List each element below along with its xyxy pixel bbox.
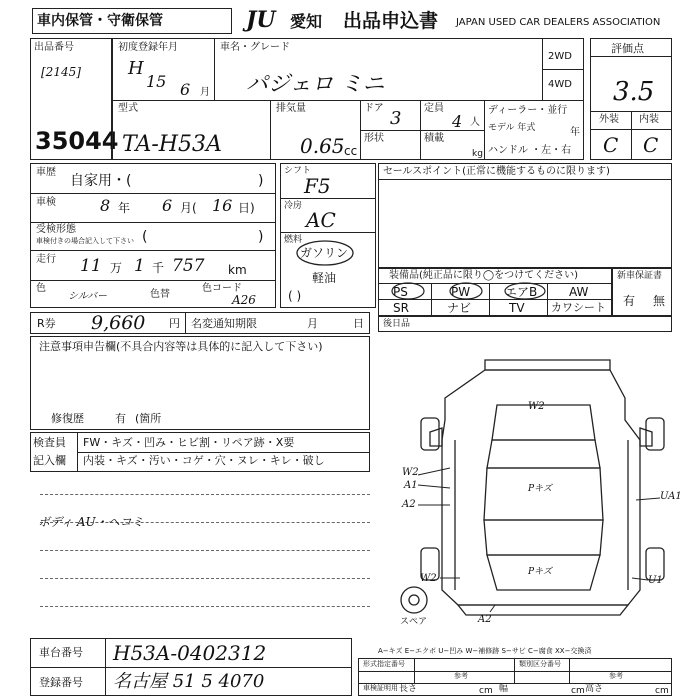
reception-label: 受検形態 <box>36 224 76 235</box>
handwritten-note: ボディ AU・ヘコミ <box>38 515 144 529</box>
shaken-year-unit: 年 <box>118 201 131 215</box>
repair-label: 修復歴 <box>51 412 84 425</box>
reception-sublabel: 車検付きの場合記入して下さい <box>36 237 134 245</box>
equip-pw: PW <box>451 285 471 299</box>
equip-aw: AW <box>569 285 589 299</box>
model-label: 型式 <box>118 103 138 114</box>
class-label: 類別区分番号 <box>519 660 561 668</box>
shift-label: シフト <box>284 166 312 176</box>
mark-u1-rear: U1 <box>648 575 663 586</box>
repair-place: (箇所 <box>135 412 162 425</box>
drive-2wd: 2WD <box>548 51 572 62</box>
mark-a2-rear: A2 <box>478 614 492 625</box>
interior-label: 内装 <box>639 114 659 125</box>
recycle-value: 9,660 <box>91 312 146 334</box>
ju-logo: JU <box>246 7 276 33</box>
inspector-label-2: 記入欄 <box>33 454 66 467</box>
recycle-unit: 円 <box>169 317 180 330</box>
spare-label: スペア <box>400 617 428 627</box>
equip-seat: カワシート <box>551 301 606 314</box>
model-year-unit: 年 <box>570 127 580 138</box>
interior-grade: C <box>643 133 659 157</box>
equip-sr: SR <box>393 301 409 315</box>
registration-era: H <box>128 58 144 79</box>
doors-label: ドア <box>364 103 384 114</box>
inspector-label-1: 検査員 <box>33 436 66 449</box>
mark-w2-left: W2 <box>402 467 419 478</box>
model-value: TA-H53A <box>122 132 222 157</box>
displacement-label: 排気量 <box>276 103 306 114</box>
history-close: ) <box>258 173 264 189</box>
model-year-label: モデル 年式 <box>488 123 536 133</box>
exterior-grade: C <box>603 133 619 157</box>
capacity-label: 定員 <box>424 103 444 114</box>
height-unit: cm <box>655 686 669 696</box>
shift-value: F5 <box>304 174 331 198</box>
mileage-unit: km <box>228 263 247 277</box>
color-change-label: 色替 <box>150 289 170 300</box>
chassis-box <box>30 638 352 696</box>
doors-value: 3 <box>390 108 402 129</box>
org-english: JAPAN USED CAR DEALERS ASSOCIATION <box>456 17 661 28</box>
warranty-no: 無 <box>653 294 666 308</box>
org-name: 愛知 <box>290 12 323 31</box>
lot-number: 35044 <box>35 127 119 155</box>
chassis-value: H53A-0402312 <box>113 641 267 665</box>
mileage-sen-unit: 千 <box>152 261 165 275</box>
equip-airbag: エアB <box>505 285 538 299</box>
cooling-label: 冷房 <box>284 201 303 211</box>
form-title: 出品申込書 <box>343 10 439 32</box>
mark-w2-rear: W2 <box>420 573 437 584</box>
cert-label: 形式指定番号 <box>363 660 405 668</box>
mark-w2-top: W2 <box>528 401 545 412</box>
fuel-gasoline: ガソリン <box>300 246 349 260</box>
bottom-form-box <box>358 658 672 696</box>
damage-legend: A−キズ E−エクボ U−凹み W−補修跡 S−サビ C−腐食 XX−交換済 <box>378 647 592 655</box>
color-label: 色 <box>36 283 46 294</box>
meter-label: 名変通知期限 <box>191 317 257 330</box>
after-date-label: 後日品 <box>383 319 411 329</box>
width-unit: cm <box>571 686 585 696</box>
fuel-light-oil: 軽油 <box>312 271 337 285</box>
color-value: シルバー <box>68 291 108 302</box>
height-label: 高さ <box>585 684 604 694</box>
warranty-yes: 有 <box>623 294 636 308</box>
reception-close: ) <box>258 229 264 245</box>
inspector-row-1: FW・キズ・凹み・ヒビ割・リペア跡・X要 <box>83 436 295 449</box>
shaken-label: 車検 <box>36 197 56 208</box>
lot-label: 出品番号 <box>34 42 74 53</box>
plate-label: 登録番号 <box>39 676 83 689</box>
history-label: 車歴 <box>36 167 56 178</box>
lot-small-number: [2145] <box>41 65 81 79</box>
rating-label: 評価点 <box>611 42 644 55</box>
handle-label: ハンドル ・左・右 <box>488 145 572 156</box>
mileage-rest: 757 <box>172 256 205 276</box>
registration-month: 6 <box>180 80 191 99</box>
meter-day: 日 <box>353 317 364 330</box>
equip-navi: ナビ <box>447 301 472 315</box>
equip-ps: PS <box>393 285 408 299</box>
shaken-day-unit: 日) <box>238 201 255 215</box>
mark-roof-2: Pキズ <box>528 567 552 577</box>
displacement-unit: cc <box>344 144 358 158</box>
sales-point-label: セールスポイント(正常に機能するものに限ります) <box>383 166 610 177</box>
drive-4wd: 4WD <box>548 79 572 90</box>
mileage-label: 走行 <box>36 254 56 265</box>
ref-label-2: 参考 <box>609 672 623 680</box>
car-name-label: 車名・グレード <box>220 42 290 53</box>
color-code: A26 <box>232 293 256 307</box>
mileage-sen: 1 <box>134 256 145 276</box>
plate-value: 名古屋 51 5 4070 <box>113 671 265 692</box>
shaken-month-unit: 月( <box>180 201 197 215</box>
mark-a2-left: A2 <box>402 499 416 510</box>
exterior-label: 外装 <box>599 114 619 125</box>
mark-roof-1: Pキズ <box>528 484 552 494</box>
repair-value: 有 <box>115 412 126 425</box>
ref-label-1: 参考 <box>454 672 468 680</box>
equip-tv: TV <box>509 301 525 315</box>
load-unit: kg <box>472 149 483 159</box>
history-value: 自家用・( <box>70 173 132 189</box>
registration-year: 15 <box>146 72 167 91</box>
mileage-man-unit: 万 <box>110 261 123 275</box>
length-unit: cm <box>479 686 493 696</box>
fuel-other: ( ) <box>288 289 302 303</box>
notes-label: 注意事項申告欄(不具合内容等は具体的に記入して下さい) <box>39 340 323 353</box>
mileage-man: 11 <box>80 256 102 276</box>
shaken-day: 16 <box>212 196 233 215</box>
shape-label: 形状 <box>364 133 384 144</box>
shaken-year: 8 <box>100 196 111 215</box>
reception-open: ( <box>142 229 148 245</box>
color-code-label: 色コード <box>202 283 242 294</box>
warranty-label: 新車保証書 <box>617 271 663 281</box>
chassis-label: 車台番号 <box>39 646 83 659</box>
width-label: 幅 <box>499 684 509 694</box>
displacement-value: 0.65 <box>300 134 345 158</box>
cert2-label: 車検証明用 <box>363 684 398 692</box>
capacity-value: 4 <box>452 112 463 131</box>
fuel-label: 燃料 <box>284 235 303 245</box>
load-label: 積載 <box>424 133 444 144</box>
mark-a1-left: A1 <box>404 480 418 491</box>
capacity-unit: 人 <box>470 117 480 128</box>
meter-month: 月 <box>307 317 318 330</box>
inspector-row-2: 内装・キズ・汚い・コゲ・穴・ヌレ・キレ・破し <box>83 454 325 467</box>
length-label: 長さ <box>399 684 418 694</box>
rating-score: 3.5 <box>613 77 655 107</box>
recycle-label: R券 <box>37 317 56 330</box>
shaken-month: 6 <box>162 196 173 215</box>
dealer-import-label: ディーラー・並行 <box>488 105 568 116</box>
storage-label: 車内保管・守衛保管 <box>37 13 163 29</box>
car-name-value: パジェロ ミニ <box>246 72 385 97</box>
equipment-label: 装備品(純正品に限り◯をつけてください) <box>389 270 578 281</box>
cooling-value: AC <box>306 208 336 232</box>
mark-ua1-right: UA1 <box>660 491 682 502</box>
registration-label: 初度登録年月 <box>118 42 178 53</box>
registration-month-unit: 月 <box>200 87 210 98</box>
